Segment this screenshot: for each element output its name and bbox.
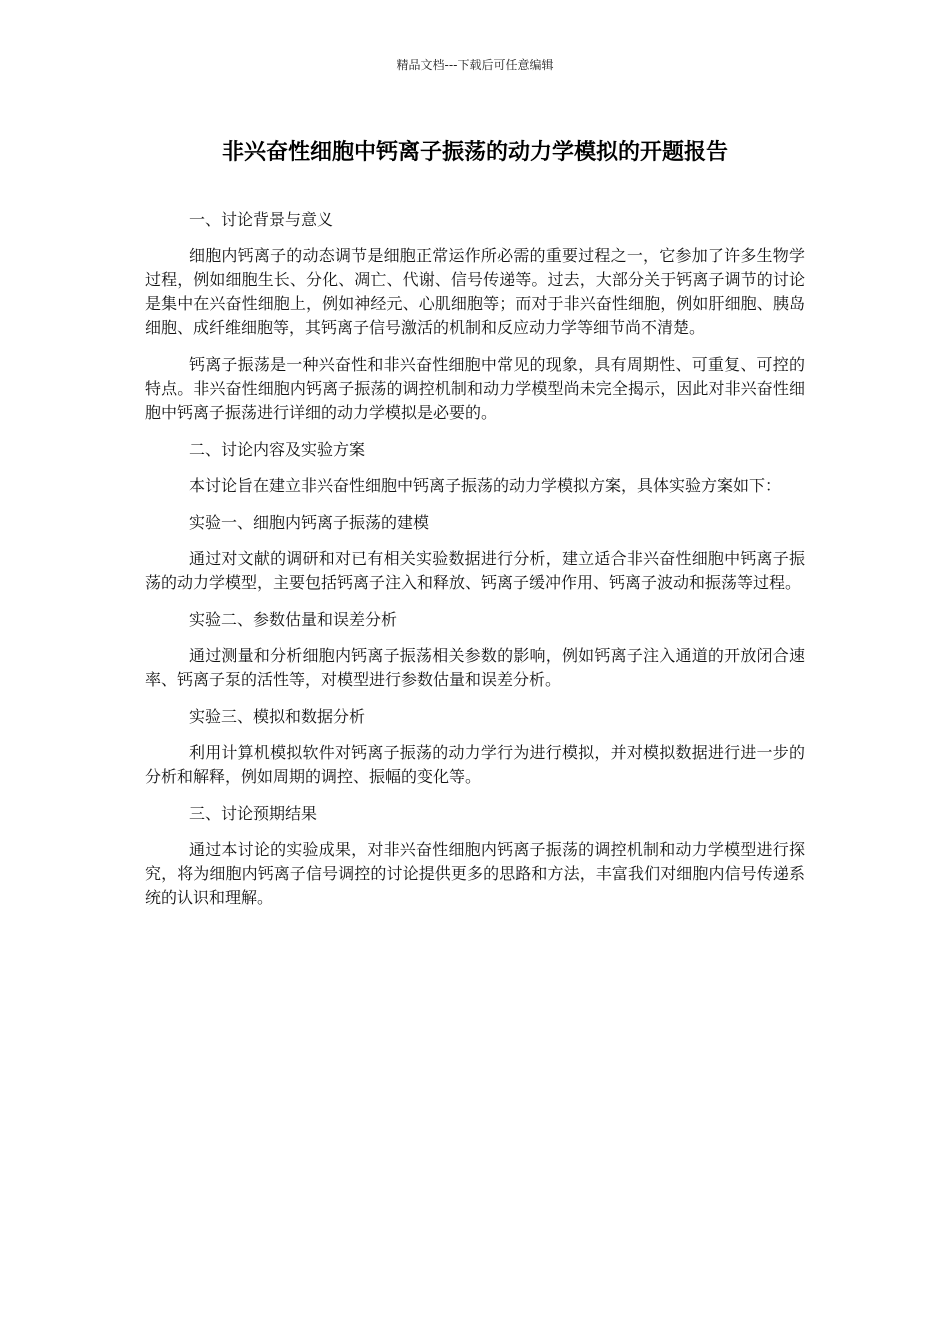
subheading-experiment-3: 实验三、模拟和数据分析 <box>189 707 366 726</box>
paragraph-plan-intro: 本讨论旨在建立非兴奋性细胞中钙离子振荡的动力学模拟方案，具体实验方案如下： <box>189 476 782 495</box>
document-body <box>145 208 805 923</box>
subheading-experiment-1: 实验一、细胞内钙离子振荡的建模 <box>189 513 430 532</box>
section-heading-content: 二、讨论内容及实验方案 <box>189 440 366 459</box>
subheading-experiment-2: 实验二、参数估量和误差分析 <box>189 610 398 629</box>
section-heading-background: 一、讨论背景与意义 <box>189 210 334 229</box>
paragraph-experiment-1: 通过对文献的调研和对已有相关实验数据进行分析，建立适合非兴奋性细胞中钙离子振荡的动力学模型，主要包括钙离子注入和释放、钙离子缓冲作用、钙离子波动和振荡等过程。 <box>145 549 805 592</box>
paragraph-experiment-3: 利用计算机模拟软件对钙离子振荡的动力学行为进行模拟，并对模拟数据进行进一步的分析和解释，例如周期的调控、振幅的变化等。 <box>145 743 805 786</box>
paragraph-calcium-oscillation: 钙离子振荡是一种兴奋性和非兴奋性细胞中常见的现象，具有周期性、可重复、可控的特点。非兴奋性细胞内钙离子振荡的调控机制和动力学模型尚未完全揭示，因此对非兴奋性细胞中钙离子振荡进行详细的动力学模拟是必要的。 <box>145 355 805 422</box>
page-header: 精品文档---下载后可任意编辑 <box>396 58 554 72</box>
paragraph-expected-results: 通过本讨论的实验成果，对非兴奋性细胞内钙离子振荡的调控机制和动力学模型进行探究，将为细胞内钙离子信号调控的讨论提供更多的思路和方法，丰富我们对细胞内信号传递系统的认识和理解。 <box>145 840 805 907</box>
paragraph-calcium-regulation: 细胞内钙离子的动态调节是细胞正常运作所必需的重要过程之一，它参加了许多生物学过程，例如细胞生长、分化、凋亡、代谢、信号传递等。过去，大部分关于钙离子调节的讨论是集中在兴奋性细胞上，例如神经元、心肌细胞等；而对于非兴奋性细胞，例如肝细胞、胰岛细胞、成纤维细胞等，其钙离子信号激活的机制和反应动力学等细节尚不清楚。 <box>145 246 805 337</box>
document-title: 非兴奋性细胞中钙离子振荡的动力学模拟的开题报告 <box>221 140 728 165</box>
section-heading-expected-results: 三、讨论预期结果 <box>189 804 318 823</box>
paragraph-experiment-2: 通过测量和分析细胞内钙离子振荡相关参数的影响，例如钙离子注入通道的开放闭合速率、钙离子泵的活性等，对模型进行参数估量和误差分析。 <box>145 646 805 689</box>
